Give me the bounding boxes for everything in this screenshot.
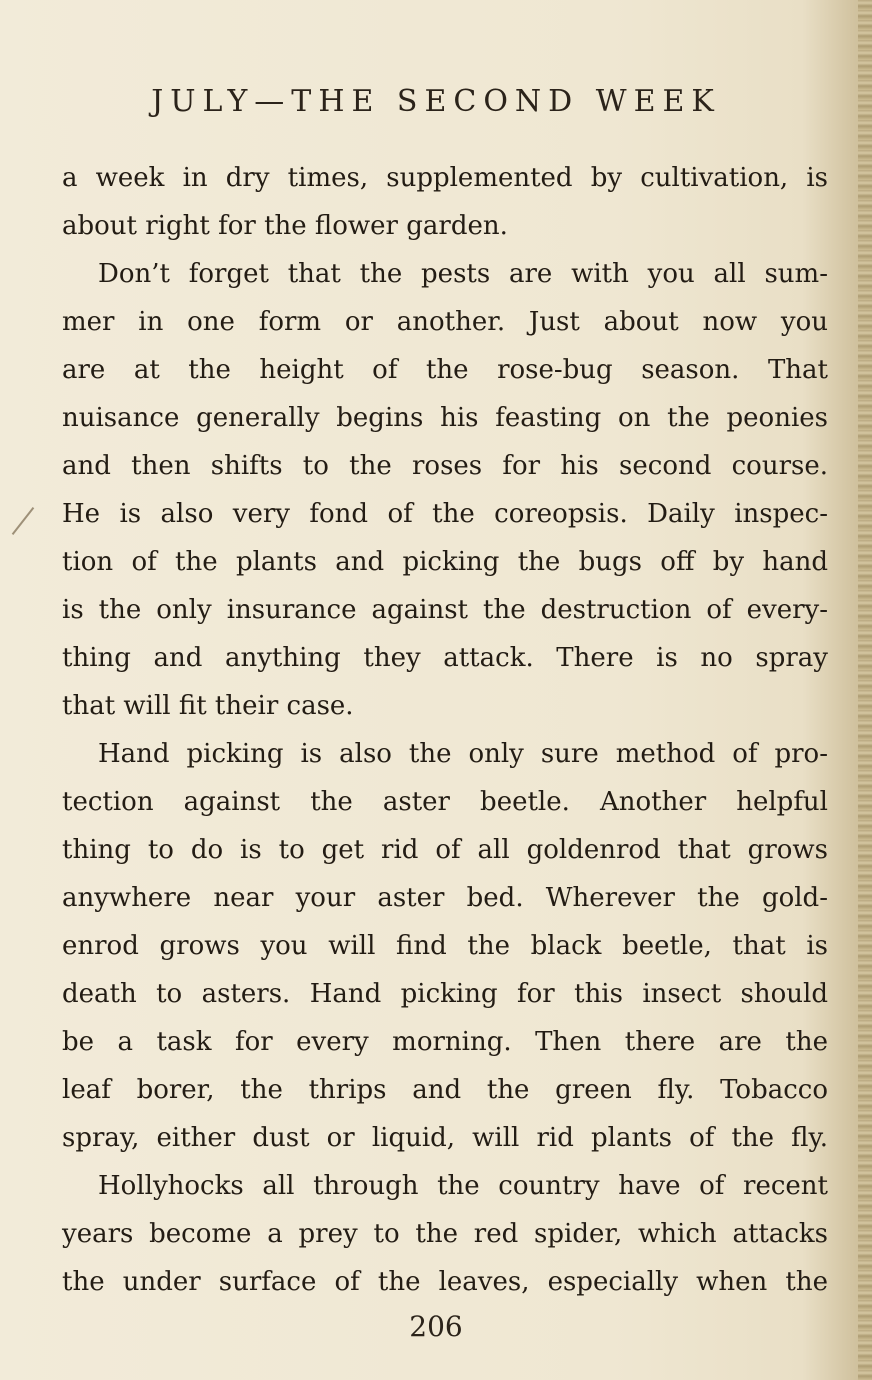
- text-line: thing and anything they attack. There is no spray: [62, 643, 828, 673]
- text-line: anywhere near your aster bed. Wherever the gold-: [62, 883, 828, 913]
- text-line: death to asters. Hand picking for this insect should: [62, 979, 828, 1009]
- text-line: He is also very fond of the coreopsis. Daily inspec-: [62, 499, 828, 529]
- text-line: a week in dry times, supplemented by cultivation, is: [62, 163, 828, 193]
- text-line: is the only insurance against the destruction of every-: [62, 595, 828, 625]
- text-line: leaf borer, the thrips and the green fly. Tobacco: [62, 1075, 828, 1105]
- text-line: tection against the aster beetle. Another helpful: [62, 787, 828, 817]
- text-line: years become a prey to the red spider, which attacks: [62, 1219, 828, 1249]
- text-line: enrod grows you will find the black beetle, that is: [62, 931, 828, 961]
- text-line: Hand picking is also the only sure method of pro-: [98, 739, 828, 769]
- text-line: be a task for every morning. Then there are the: [62, 1027, 828, 1057]
- body-text: [62, 154, 828, 1306]
- text-line: mer in one form or another. Just about now you: [62, 307, 828, 337]
- text-line: thing to do is to get rid of all goldenrod that grows: [62, 835, 828, 865]
- text-line: Don’t forget that the pests are with you all sum-: [98, 259, 828, 289]
- text-line: tion of the plants and picking the bugs off by hand: [62, 547, 828, 577]
- text-line: about right for the flower garden.: [62, 211, 508, 241]
- text-line: spray, either dust or liquid, will rid plants of the fly.: [62, 1123, 828, 1153]
- text-line: the under surface of the leaves, especially when the: [62, 1267, 828, 1297]
- page-number: 206: [409, 1310, 463, 1343]
- text-line: and then shifts to the roses for his second course.: [62, 451, 828, 481]
- running-header: JULY—THE SECOND WEEK: [151, 84, 721, 119]
- text-line: nuisance generally begins his feasting on the peonies: [62, 403, 828, 433]
- margin-pencil-mark: [12, 507, 35, 535]
- text-line: that will fit their case.: [62, 691, 354, 721]
- text-line: Hollyhocks all through the country have of recent: [98, 1171, 828, 1201]
- page-edge: [858, 0, 872, 1380]
- text-line: are at the height of the rose-bug season. That: [62, 355, 828, 385]
